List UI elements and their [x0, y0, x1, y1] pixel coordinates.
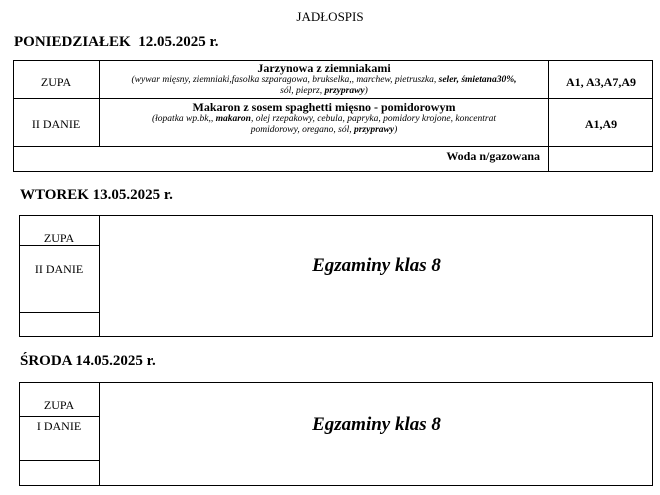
grid-line	[19, 416, 99, 417]
ingredient-text: sól, pieprz,	[280, 86, 325, 96]
grid-line	[13, 146, 653, 147]
tuesday-heading: WTOREK 13.05.2025 r.	[20, 187, 173, 203]
ingredient-allergen-text: przyprawy	[324, 86, 365, 96]
wednesday-menu-table	[19, 382, 653, 486]
ingredient-text: , olej rzepakowy, cebula, papryka, pomidory krojone, koncentrat	[250, 114, 496, 124]
tuesday-menu-table	[19, 215, 653, 337]
ingredient-allergen-text: seler, śmietana30%,	[438, 75, 517, 85]
grid-line	[99, 60, 100, 146]
ingredient-text: (wywar mięsny, ziemniaki,fasolka szparagowa, brukselka,, marchew, pietruszka,	[131, 75, 439, 85]
dish-name: Makaron z sosem spaghetti mięsno - pomidorowym	[192, 100, 456, 114]
exam-notice: Egzaminy klas 8	[312, 255, 441, 276]
ingredient-text: )	[394, 125, 398, 135]
ingredient-text: pomidorowy, oregano, sól,	[250, 125, 354, 135]
course-label-main: I DANIE	[36, 419, 82, 433]
course-label-soup: ZUPA	[43, 231, 75, 245]
ingredient-text: (łopatka wp.bk,,	[152, 114, 216, 124]
dish-cell	[101, 101, 547, 136]
monday-heading: PONIEDZIAŁEK 12.05.2025 r.	[14, 34, 219, 50]
dish-name: Jarzynowa z ziemniakami	[257, 61, 391, 75]
course-label: ZUPA	[40, 75, 72, 89]
allergen-codes: A1,A9	[584, 117, 618, 131]
grid-line	[13, 98, 653, 99]
document-title: JADŁOSPIS	[296, 9, 364, 24]
course-label-main: II DANIE	[34, 262, 84, 276]
dish-cell	[101, 62, 547, 97]
dish-ingredients	[101, 75, 547, 97]
wednesday-heading: ŚRODA 14.05.2025 r.	[20, 353, 156, 369]
monday-menu-table	[13, 60, 653, 172]
grid-line	[19, 312, 99, 313]
course-label-soup: ZUPA	[43, 398, 75, 412]
drink-label: Woda n/gazowana	[446, 149, 540, 163]
ingredient-text: )	[364, 86, 368, 96]
dish-ingredients	[101, 114, 547, 136]
grid-line	[19, 460, 99, 461]
allergen-codes: A1, A3,A7,A9	[565, 75, 636, 89]
exam-notice: Egzaminy klas 8	[312, 414, 441, 435]
course-label: II DANIE	[31, 117, 81, 131]
ingredient-allergen-text: makaron	[215, 114, 251, 124]
ingredient-allergen-text: przyprawy	[353, 125, 395, 135]
